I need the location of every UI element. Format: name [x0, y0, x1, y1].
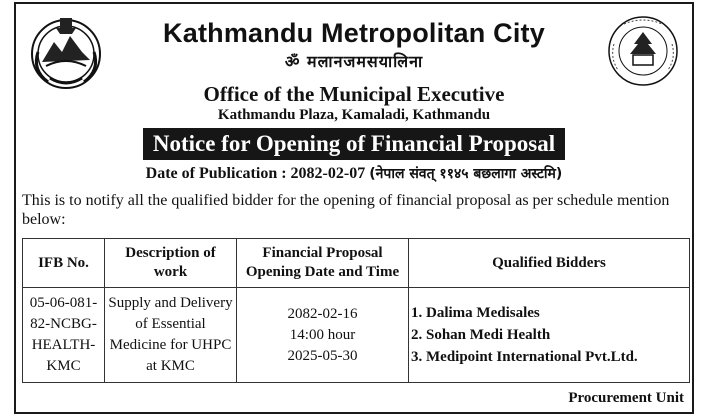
header-description: Description of work	[105, 239, 237, 288]
bidder-item: 3. Medipoint International Pvt.Ltd.	[411, 349, 638, 365]
publication-date-line	[16, 164, 692, 183]
header-ifb: IFB No.	[23, 239, 105, 288]
publication-date: 2082-02-07	[290, 165, 366, 182]
opening-date: 2082-02-16	[287, 305, 358, 322]
office-address: Kathmandu Plaza, Kamaladi, Kathmandu	[217, 107, 491, 123]
opening-datetime	[237, 288, 409, 383]
ifb-number: 05-06-081-82-NCBG-HEALTH-KMC	[23, 288, 105, 383]
org-name: Kathmandu Metropolitan City	[163, 18, 545, 48]
bidder-item: 2. Sohan Medi Health	[411, 327, 551, 343]
notice-title-banner: Notice for Opening of Financial Proposal	[143, 128, 565, 160]
header-bidders: Qualified Bidders	[409, 239, 690, 288]
notice-document	[14, 2, 694, 414]
table-row	[23, 288, 690, 383]
table-header-row	[23, 239, 690, 288]
office-title: Office of the Municipal Executive	[203, 82, 505, 106]
header-opening: Financial Proposal Opening Date and Time	[237, 239, 409, 288]
bid-schedule-table	[22, 238, 690, 383]
work-description: Supply and Delivery of Essential Medicine for UHPC at KMC	[105, 288, 237, 383]
org-name-script: ॐ मलानजमसयालिना	[284, 52, 424, 71]
opening-date-ad: 2025-05-30	[287, 347, 358, 364]
qualified-bidders	[409, 288, 690, 383]
publication-nepal-sambat: (नेपाल संवत् ११४५ बछलागा अस्टमि)	[369, 166, 563, 182]
intro-text: This is to notify all the qualified bidder for the opening of financial proposal as per schedule mention below:	[22, 192, 670, 228]
opening-time: 14:00 hour	[289, 326, 356, 343]
procurement-unit-signature: Procurement Unit	[568, 390, 684, 406]
publication-label: Date of Publication :	[145, 165, 287, 182]
bidder-item: 1. Dalima Medisales	[411, 305, 540, 321]
